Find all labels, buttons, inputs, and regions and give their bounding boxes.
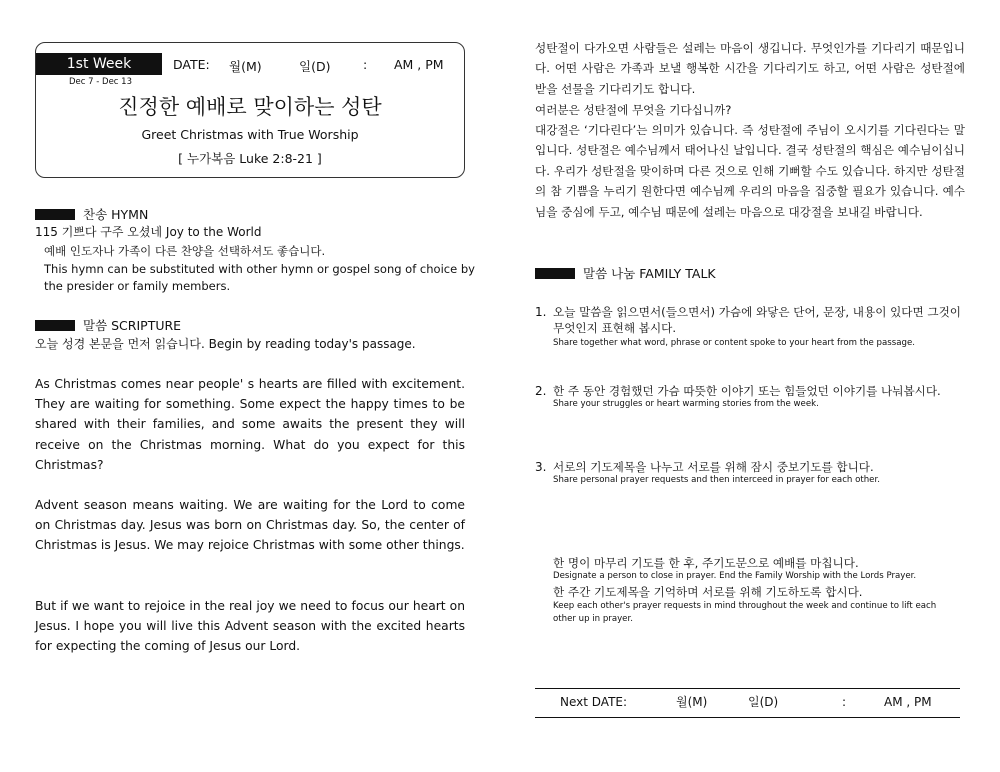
hymn-title: 115 기쁘다 구주 오셨네 Joy to the World [35,225,262,239]
scripture-heading [35,316,181,334]
question-3-english: Share personal prayer requests and then interceed in prayer for each other. [553,475,880,485]
header-box [35,42,465,178]
question-1-number: 1. [535,305,547,319]
next-ampm-label: AM , PM [884,695,932,709]
scripture-heading-text: 말씀 SCRIPTURE [83,318,182,333]
next-date-top-rule [535,688,960,689]
question-1-line-1: 오늘 말씀을 읽으면서(들으면서) 가슴에 와닿은 단어, 문장, 내용이 있다면 그것이 [553,305,961,319]
date-range: Dec 7 - Dec 13 [69,77,132,87]
closing-line-1-ko: 한 명이 마무리 기도를 한 후, 주기도문으로 예배를 마칩니다. [553,556,859,570]
page-subtitle: Greet Christmas with True Worship [141,127,359,142]
next-date-label: Next DATE: [560,695,628,709]
next-month-label: 월(M) [676,695,708,709]
question-3-line-1: 서로의 기도제목을 나누고 서로를 위해 잠시 중보기도를 합니다. [553,460,874,474]
next-day-label: 일(D) [748,695,779,709]
scripture-intro: 오늘 성경 본문을 먼저 읽습니다. Begin by reading today's passage. [35,337,416,351]
korean-paragraph-2: 여러분은 성탄절에 무엇을 기다십니까? [535,103,732,117]
ampm-label: AM , PM [394,57,444,72]
question-3-number: 3. [535,460,547,474]
hymn-note-ko: 예배 인도자나 가족이 다른 찬양을 선택하셔도 좋습니다. [44,244,326,258]
hymn-note-en-1: This hymn can be substituted with other hymn or gospel song of choice by [44,262,475,276]
korean-paragraph-1: 성탄절이 다가오면 사람들은 설레는 마음이 생깁니다. 무엇인가를 기다리기 때문입니다. 어떤 사람은 가족과 보낼 행복한 시간을 기다리기도 하고, 어떤 사람은 성탄절에 받을 선물을 기다리기도 합니다. [535,41,965,96]
next-time-colon: : [842,695,847,709]
heading-bar [35,320,75,331]
question-1-line-2: 무엇인지 표현해 봅시다. [553,321,677,335]
week-label: 1st Week [36,53,162,75]
hymn-heading-text: 찬송 HYMN [83,207,149,222]
english-paragraph-3: But if we want to rejoice in the real joy we need to focus our heart on Jesus. I hope you will live this Advent season with the excited hearts for expecting the coming of Jesus our Lord. [35,599,465,654]
closing-line-1-en: Designate a person to close in prayer. End the Family Worship with the Lords Prayer. [553,571,917,581]
next-date-bottom-rule [535,717,960,718]
question-1-english: Share together what word, phrase or content spoke to your heart from the passage. [553,338,915,348]
hymn-note-en-2: the presider or family members. [44,279,231,293]
korean-paragraph-3: 대강절은 ‘기다린다’는 의미가 있습니다. 즉 성탄절에 주님이 오시기를 기다린다는 말입니다. 성탄절은 예수님께서 태어나신 날입니다. 결국 성탄절의 핵심은 예수님이십니다. 우리가 성탄절을 맞이하며 다른 것으로 인해 기뻐할 수도 있습니다. 하지만 성탄절의 참 기쁨을 누리기 원한다면 예수님께 우리의 마음을 집중할 필요가 있습니다. 예수님을 중심에 두고, 예수님 때문에 설레는 마음으로 대강절을 보내길 바랍니다. [535,123,965,219]
closing-line-2-ko: 한 주간 기도제목을 기억하며 서로를 위해 기도하도록 합시다. [553,585,863,599]
english-paragraph-1: As Christmas comes near people' s hearts are filled with excitement. They are waiting for something. Some expect the happy times to be shared with their families, and some awaits the present they will receive on the Christmas morning. What do you expect for this Christmas? [35,377,465,472]
family-talk-heading-text: 말씀 나눔 FAMILY TALK [583,266,716,281]
scripture-reference: [ 누가복음 Luke 2:8-21 ] [178,151,322,166]
family-talk-heading [535,264,716,282]
page-title: 진정한 예배로 맞이하는 성탄 [118,95,382,119]
heading-bar [35,209,75,220]
heading-bar [535,268,575,279]
day-label: 일(D) [299,59,331,74]
closing-line-2-en-a: Keep each other's prayer requests in mind throughout the week and continue to lift each [553,601,937,611]
month-label: 월(M) [229,59,262,74]
time-colon: : [363,57,368,72]
question-2-line-1: 한 주 동안 경험했던 가슴 따뜻한 이야기 또는 힘들었던 이야기를 나눠봅시다. [553,384,941,398]
date-label: DATE: [173,57,210,72]
english-paragraph-2: Advent season means waiting. We are waiting for the Lord to come on Christmas day. Jesus was born on Christmas day. So, the center of Christmas is Jesus. We may rejoice Christmas with some other things. [35,498,465,553]
hymn-heading [35,205,148,223]
question-2-english: Share your struggles or heart warming stories from the week. [553,399,819,409]
question-2-number: 2. [535,384,547,398]
closing-line-2-en-b: other up in prayer. [553,614,633,624]
